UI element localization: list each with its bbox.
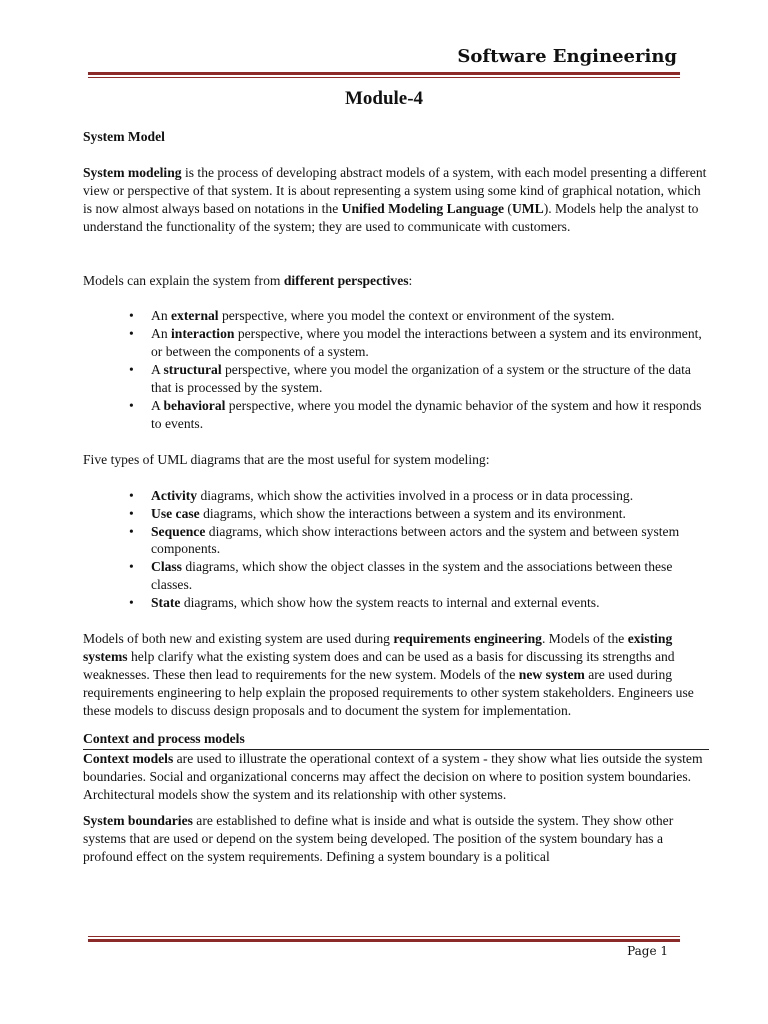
bold-text: Sequence	[151, 523, 206, 539]
paragraph-system-boundaries	[83, 812, 708, 866]
header-rule	[88, 72, 680, 78]
text-run: perspective, where you model the interactions between a system and its environment, or between the components of a system.	[151, 326, 702, 360]
list-item	[83, 505, 708, 523]
list-item	[83, 523, 708, 559]
list-item	[83, 361, 708, 397]
uml-types-list	[83, 487, 708, 612]
text-run: Models can explain the system from	[83, 272, 284, 288]
text-run: are used during requirements engineering to help explain the proposed requirements to other system stakeholders. Engineers use these models to discuss design proposals and to document the system for implementation.	[83, 666, 694, 718]
text-run: diagrams, which show the activities involved in a process or in data processing.	[197, 487, 634, 503]
list-item	[83, 325, 708, 361]
page-header-title: Software Engineering	[457, 46, 677, 67]
text-run: perspective, where you model the context or environment of the system.	[218, 308, 615, 324]
text-run: diagrams, which show the interactions between a system and its environment.	[199, 505, 626, 521]
list-item	[83, 594, 708, 612]
bold-text: different perspectives	[283, 272, 409, 288]
text-run: help clarify what the existing system does and can be used as a basis for discussing its strengths and weaknesses. These then lead to requirements for the new system. Models of the	[83, 648, 675, 682]
text-run: diagrams, which show how the system reacts to internal and external events.	[180, 595, 600, 611]
bold-text: new system	[518, 666, 585, 682]
bold-text: Unified Modeling Language	[341, 200, 505, 216]
paragraph-uml-intro	[83, 451, 708, 469]
text-run: perspective, where you model the dynamic behavior of the system and how it responds to events.	[151, 397, 702, 431]
perspectives-list	[83, 307, 708, 432]
list-item	[83, 307, 708, 325]
module-title: Module-4	[344, 88, 424, 109]
section-title-system-model: System Model	[83, 129, 165, 144]
paragraph-perspectives-intro	[83, 272, 708, 290]
bold-text: System modeling	[83, 164, 182, 180]
bold-text: Context models	[83, 751, 174, 767]
text-run: are established to define what is inside and what is outside the system. They show other systems that are used or depend on the system being developed. The position of the system boundary has a profound effect on the system requirements. Defining a system boundary is a political	[83, 813, 674, 864]
list-item	[83, 487, 708, 505]
text-run: diagrams, which show the object classes in the system and the associations between these classes.	[151, 559, 673, 593]
text-run: diagrams, which show interactions between actors and the system and between system components.	[151, 523, 680, 557]
text-run: :	[408, 272, 413, 288]
page-number: Page 1	[627, 944, 668, 958]
bold-text: Class	[151, 559, 182, 575]
text-run: ). Models help the analyst to understand the functionality of the system; they are used to communicate with customers.	[83, 200, 699, 234]
bold-text: Activity	[151, 487, 198, 503]
paragraph-system-modeling	[83, 164, 708, 236]
text-run: (	[504, 200, 512, 216]
bold-text: external	[171, 308, 219, 324]
text-run: are used to illustrate the operational context of a system - they show what lies outside the system boundaries. Social and organizational concerns may affect the decision on where to position system boundaries. Architectural models show the system and its relationship with other systems.	[83, 751, 703, 803]
bold-text: Use case	[151, 505, 200, 521]
footer-rule	[88, 936, 680, 942]
document-body	[83, 128, 708, 866]
bold-text: State	[151, 595, 181, 611]
bold-text: interaction	[171, 326, 235, 342]
text-run: An	[151, 308, 172, 324]
text-run: Five types of UML diagrams that are the most useful for system modeling:	[83, 451, 490, 467]
paragraph-context-models	[83, 750, 708, 804]
text-run: . Models of the	[541, 631, 628, 647]
list-item	[83, 397, 708, 433]
text-run: A	[151, 362, 164, 378]
bold-text: requirements engineering	[393, 631, 542, 647]
section-title-context-process-models: Context and process models	[83, 730, 709, 751]
paragraph-requirements-engineering	[83, 630, 708, 720]
list-item	[83, 558, 708, 594]
text-run: An	[151, 326, 172, 342]
text-run: A	[151, 397, 164, 413]
bold-text: behavioral	[163, 397, 226, 413]
text-run: perspective, where you model the organization of a system or the structure of the data that is processed by the system.	[151, 362, 691, 396]
bold-text: System boundaries	[83, 813, 193, 829]
text-run: is the process of developing abstract models of a system, with each model presenting a different view or perspective of that system. It is about representing a system using some kind of graphical notation, which is now almost always based on notations in the	[83, 164, 707, 216]
text-run: Models of both new and existing system are used during	[83, 631, 394, 647]
bold-text: UML	[511, 200, 544, 216]
bold-text: structural	[163, 362, 222, 378]
bold-text: existing systems	[83, 631, 673, 664]
